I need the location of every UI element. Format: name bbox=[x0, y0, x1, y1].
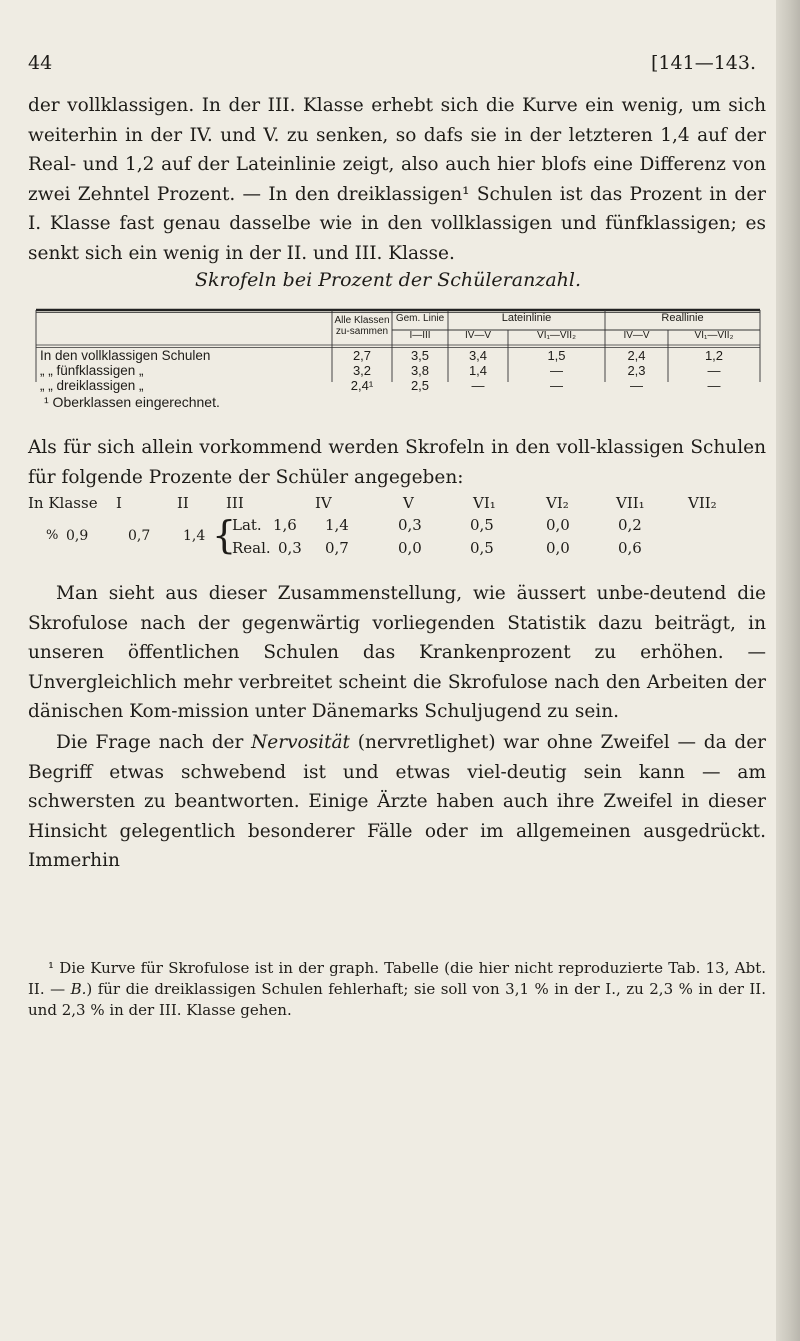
cell: 2,4 bbox=[627, 348, 646, 363]
value-I: 0,9 bbox=[66, 528, 89, 544]
cell: — bbox=[550, 363, 563, 378]
klassen-header: I bbox=[116, 494, 122, 512]
cell: — bbox=[707, 363, 721, 378]
header-latein-sub1: IV—V bbox=[464, 330, 492, 341]
paragraph-3 bbox=[28, 579, 766, 727]
real-value: 0,0 bbox=[546, 539, 570, 557]
klassen-header: II bbox=[177, 494, 189, 512]
real-value: 0,7 bbox=[325, 539, 349, 557]
paragraph-3-text: Man sieht aus dieser Zusammenstellung, wie äussert unbe-deutend die Skrofulose nach der gegenwärtig vorliegenden Statistik dazu beiträgt, in unseren öffentlichen Schulen das Krankenprozent zu erhöhen. — Unvergleichlich mehr verbreitet scheint die Skrofulose nach den Arbeiten der dänischen Kom-mission unter Dänemarks Schuljugend zu sein. bbox=[28, 583, 766, 722]
lat-label: Lat. bbox=[232, 516, 262, 534]
paragraph-1-text: der vollklassigen. In der III. Klasse erhebt sich die Kurve ein wenig, um sich weiterhin in der IV. und V. zu senken, so dafs sie in der letzteren 1,4 auf der Real- und 1,2 auf der Lateinlinie zeigt, also auch hier blofs eine Differenz von zwei Zehntel Prozent. — In den dreiklassigen¹ Schulen ist das Prozent in der I. Klasse fast genau dasselbe wie in den vollklassigen und fünfklassigen; es senkt sich ein wenig in der II. und III. Klasse. bbox=[28, 95, 766, 264]
page-header bbox=[28, 52, 760, 82]
header-latein-sub2: VI₁—VII₂ bbox=[537, 330, 576, 341]
cell: 2,5 bbox=[410, 378, 430, 393]
page-footnote-text bbox=[28, 958, 766, 1021]
cell: 3,5 bbox=[410, 348, 430, 363]
lat-value: 1,6 bbox=[273, 516, 297, 534]
cell: — bbox=[630, 378, 643, 393]
real-value: 0,0 bbox=[398, 539, 422, 557]
table-caption: Skrofeln bei Prozent der Schüleranzahl. bbox=[195, 269, 581, 291]
table-row bbox=[36, 348, 760, 363]
cell: — bbox=[707, 378, 721, 393]
header-alle-klassen: Alle Klassen zu-sammen bbox=[334, 314, 390, 337]
page-range: [141—143. bbox=[651, 52, 756, 74]
cell: 3,8 bbox=[410, 363, 430, 378]
lat-value: 0,0 bbox=[546, 516, 570, 534]
table-row bbox=[36, 363, 760, 378]
value-II: 0,7 bbox=[128, 528, 151, 544]
cell: — bbox=[550, 378, 563, 393]
klassen-header: VI₁ bbox=[473, 494, 496, 512]
lat-value: 0,2 bbox=[618, 516, 642, 534]
klassen-label: In Klasse bbox=[28, 494, 98, 512]
footnote-italic: B. bbox=[70, 980, 87, 998]
cell: 1,2 bbox=[704, 348, 724, 363]
real-value: 0,5 bbox=[470, 539, 494, 557]
real-value: 0,6 bbox=[618, 539, 642, 557]
lat-value: 0,5 bbox=[470, 516, 494, 534]
klassen-header: V bbox=[403, 494, 414, 512]
klassen-table bbox=[28, 494, 768, 574]
paragraph-4-part1: Die Frage nach der bbox=[56, 732, 252, 753]
page-number: 44 bbox=[28, 52, 53, 74]
lat-value: 1,4 bbox=[325, 516, 349, 534]
book-edge bbox=[776, 0, 800, 1341]
cell: — bbox=[471, 378, 485, 393]
footnote-part2: ) für die dreiklassigen Schulen fehlerhaft; sie soll von 3,1 % in der I., zu 2,3 % in der II. und 2,3 % in der III. Klasse gehen. bbox=[28, 980, 766, 1019]
row-label-dreiklassig: „ „ dreiklassigen „ bbox=[40, 378, 144, 393]
paragraph-4-italic: Nervosität bbox=[251, 732, 350, 753]
row-label-vollklassig: In den vollklassigen Schulen bbox=[40, 348, 211, 363]
header-reallinie: Reallinie bbox=[661, 311, 704, 324]
skrofeln-table bbox=[36, 308, 760, 393]
header-real-sub1: IV—V bbox=[623, 330, 650, 341]
cell: 1,5 bbox=[547, 348, 566, 363]
header-gem-sub: I—III bbox=[409, 330, 431, 341]
paragraph-2 bbox=[28, 433, 766, 492]
cell: 3,4 bbox=[468, 348, 488, 363]
header-lateinlinie: Lateinlinie bbox=[501, 311, 552, 324]
header-real-sub2: VI₁—VII₂ bbox=[694, 330, 734, 341]
value-III: 1,4 bbox=[183, 528, 206, 544]
cell: 2,7 bbox=[352, 348, 372, 363]
footnote-part1: ¹ Die Kurve für Skrofulose ist in der graph. Tabelle (die hier nicht reproduzierte Tab. 13, Abt. II. — bbox=[28, 959, 766, 998]
klassen-header: VII₂ bbox=[688, 494, 717, 512]
table-footnote: ¹ Oberklassen eingerechnet. bbox=[44, 394, 220, 410]
cell: 2,3 bbox=[627, 363, 646, 378]
paragraph-4-text bbox=[28, 728, 766, 876]
brace: { bbox=[212, 513, 237, 557]
real-label: Real. bbox=[232, 539, 271, 557]
lat-value: 0,3 bbox=[398, 516, 422, 534]
cell: 1,4 bbox=[468, 363, 488, 378]
paragraph-2-text: Als für sich allein vorkommend werden Skrofeln in den voll-klassigen Schulen für folgende Prozente der Schüler angegeben: bbox=[28, 437, 766, 488]
cell: 3,2 bbox=[352, 363, 372, 378]
row-label-fuenfklassig: „ „ fünfklassigen „ bbox=[40, 363, 144, 378]
real-value: 0,3 bbox=[278, 539, 302, 557]
paragraph-4 bbox=[28, 728, 766, 876]
klassen-header: VII₁ bbox=[616, 494, 645, 512]
paragraph-4-part2: (nervretlighet) war ohne Zweifel — da der Begriff etwas schwebend ist und etwas viel-deutig sein kann — am schwersten zu beantworten. Einige Ärzte haben auch ihre Zweifel in dieser Hinsicht gelegentlich besonderer Fälle oder im allgemeinen ausgedrückt. Immerhin bbox=[28, 732, 766, 871]
klassen-header: III bbox=[226, 494, 244, 512]
cell: 2,4¹ bbox=[350, 378, 374, 393]
table-corner bbox=[36, 308, 332, 343]
paragraph-1 bbox=[28, 91, 766, 268]
klassen-header: IV bbox=[315, 494, 332, 512]
table-row bbox=[36, 378, 760, 393]
header-gem-linie: Gem. Linie bbox=[395, 312, 445, 324]
klassen-header: VI₂ bbox=[546, 494, 569, 512]
percent-sign: % bbox=[46, 528, 59, 543]
page-footnote bbox=[28, 958, 766, 1021]
